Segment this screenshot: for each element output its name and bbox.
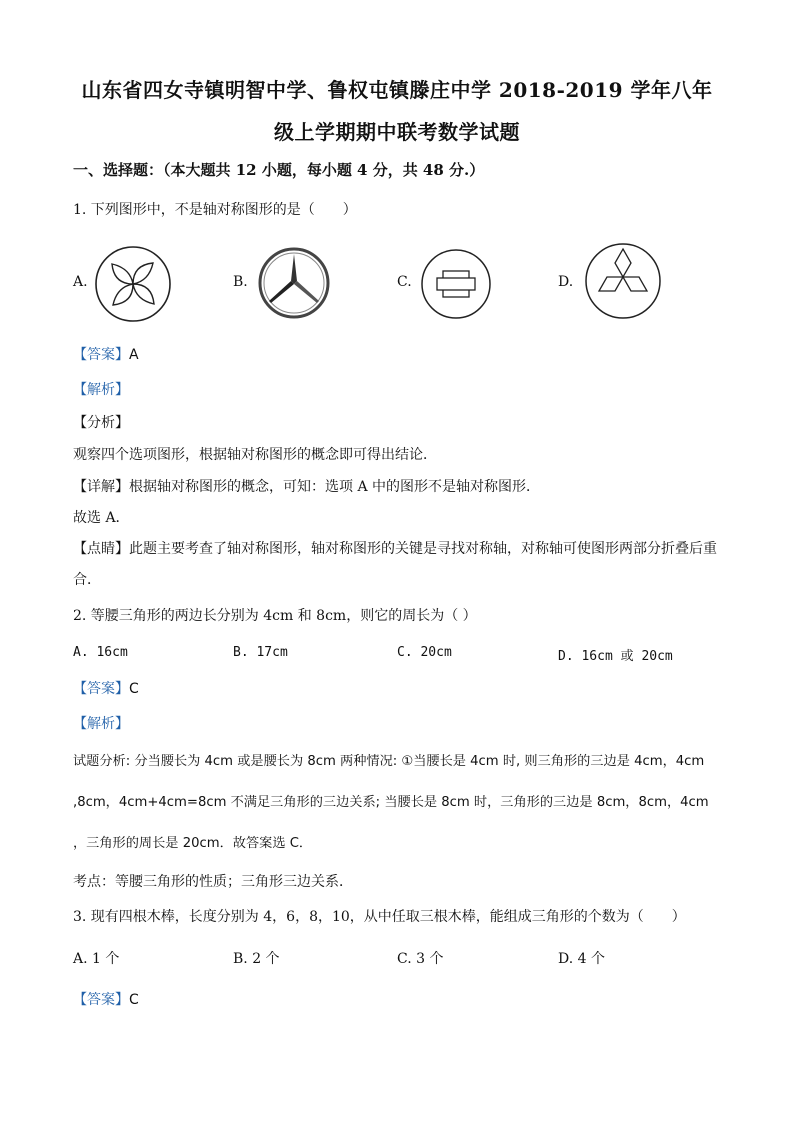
answer-tag: 【答案】 <box>73 347 129 363</box>
q2-analysis-line-3: ，三角形的周长是 20cm．故答案选 C． <box>73 836 313 851</box>
q1-option-d-label: D. <box>558 274 574 290</box>
q2-option-d: D. 16cm 或 20cm <box>558 649 673 664</box>
q1-option-c-figure-coin <box>419 247 493 321</box>
q2-option-b: B. 17cm <box>233 645 288 660</box>
q1-comment <box>73 539 717 559</box>
q3-answer-value: C <box>129 992 139 1008</box>
q3-option-b: B. 2 个 <box>233 951 280 967</box>
q3-option-d: D. 4 个 <box>558 951 605 967</box>
q2-kaodian: 考点：等腰三角形的性质；三角形三边关系． <box>73 874 353 890</box>
q1-answer-value: A <box>129 347 139 363</box>
detail-tag: 【详解】 <box>73 479 129 495</box>
document-title-line-1: 山东省四女寺镇明智中学、鲁权屯镇滕庄中学 2018-2019 学年八年 <box>81 78 713 102</box>
document-title-line-2: 级上学期期中联考数学试题 <box>274 120 520 144</box>
q1-comment-line-2: 合． <box>73 572 101 588</box>
q1-detail <box>73 477 540 497</box>
q1-stem: 1. 下列图形中，不是轴对称图形的是（ ） <box>73 202 357 218</box>
q1-answer <box>73 345 139 365</box>
q2-analysis-tag: 【解析】 <box>73 716 129 732</box>
q1-fenxi-tag: 【分析】 <box>73 415 129 431</box>
q1-option-d-figure-three-diamonds <box>583 241 663 321</box>
q1-option-b-label: B. <box>233 274 248 290</box>
q2-answer <box>73 679 139 699</box>
q1-option-b-figure-three-point-star <box>257 246 331 320</box>
q1-detail-text: 根据轴对称图形的概念，可知：选项 A 中的图形不是轴对称图形． <box>129 479 541 495</box>
q3-stem: 3. 现有四根木棒，长度分别为 4，6，8，10，从中任取三根木棒，能组成三角形的个数为（ ） <box>73 909 686 925</box>
section-heading: 一、选择题：（本大题共 12 小题，每小题 4 分，共 48 分.） <box>73 161 485 179</box>
q1-choose: 故选 A． <box>73 510 130 526</box>
q3-option-c: C. 3 个 <box>397 951 444 967</box>
q1-fenxi-text: 观察四个选项图形，根据轴对称图形的概念即可得出结论． <box>73 447 437 463</box>
q2-analysis-line-1: 试题分析: 分当腰长为 4cm 或是腰长为 8cm 两种情况: ①当腰长是 4cm 时, 则三角形的三边是 4cm，4cm <box>73 754 705 769</box>
q1-option-a-label: A. <box>73 274 88 290</box>
answer-tag: 【答案】 <box>73 992 129 1008</box>
q3-option-a: A. 1 个 <box>73 951 120 967</box>
q1-comment-line-1: 此题主要考查了轴对称图形，轴对称图形的关键是寻找对称轴，对称轴可使图形两部分折叠后重 <box>129 541 717 557</box>
comment-tag: 【点睛】 <box>73 541 129 557</box>
q3-answer <box>73 990 139 1010</box>
q2-option-a: A. 16cm <box>73 645 128 660</box>
answer-tag: 【答案】 <box>73 681 129 697</box>
q2-answer-value: C <box>129 681 139 697</box>
q1-option-a-figure-pinwheel <box>92 244 174 324</box>
q2-analysis-line-2: ,8cm，4cm+4cm=8cm 不满足三角形的三边关系; 当腰长是 8cm 时，三角形的三边是 8cm，8cm，4cm <box>73 795 709 810</box>
q1-analysis-tag: 【解析】 <box>73 382 129 398</box>
q2-stem: 2. 等腰三角形的两边长分别为 4cm 和 8cm，则它的周长为（ ） <box>73 608 477 624</box>
q2-option-c: C. 20cm <box>397 645 452 660</box>
q1-option-c-label: C. <box>397 274 412 290</box>
